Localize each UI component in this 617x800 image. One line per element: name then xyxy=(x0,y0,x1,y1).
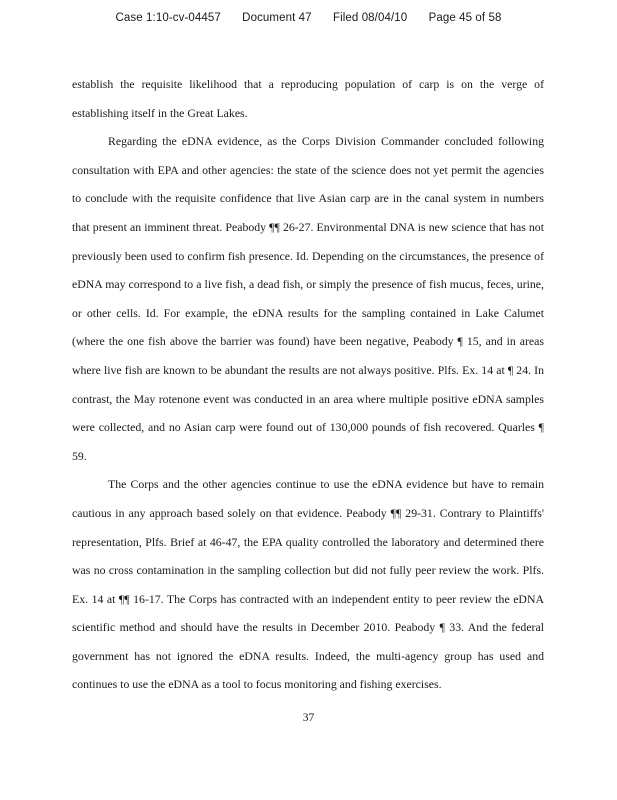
paragraph-3: The Corps and the other agencies continue to use the eDNA evidence but have to remain cautious in any approach based solely on that evidence. Peabody ¶¶ 29-31. Contrary to Plaintiffs' representation, Plfs. Brief at 46-47, the EPA quality controlled the laboratory and determined there was no cross contamination in the sampling collection but did not fully peer review the work. Plfs. Ex. 14 at ¶¶ 16-17. The Corps has contracted with an independent entity to peer review the eDNA scientific method and should have the results in December 2010. Peabody ¶ 33. And the federal government has not ignored the eDNA results. Indeed, the multi-agency group has used and continues to use the eDNA as a tool to focus monitoring and fishing exercises. xyxy=(72,477,544,692)
paragraph-1: establish the requisite likelihood that a reproducing population of carp is on the verge of establishing itself in the Great Lakes. xyxy=(72,77,544,120)
document-body xyxy=(72,70,544,699)
page-indicator: Page 45 of 58 xyxy=(428,12,502,24)
document-number: Document 47 xyxy=(242,12,312,24)
document-header xyxy=(0,12,617,24)
paragraph-2: Regarding the eDNA evidence, as the Corps Division Commander concluded following consultation with EPA and other agencies: the state of the science does not yet permit the agencies to conclude with the requisite confidence that live Asian carp are in the canal system in numbers that present an imminent threat. Peabody ¶¶ 26-27. Environmental DNA is new science that has not previously been used to confirm fish presence. Id. Depending on the circumstances, the presence of eDNA may correspond to a live fish, a dead fish, or simply the presence of fish mucus, feces, urine, or other cells. Id. For example, the eDNA results for the sampling contained in Lake Calumet (where the one fish above the barrier was found) have been negative, Peabody ¶ 15, and in areas where live fish are known to be abundant the results are not always positive. Plfs. Ex. 14 at ¶ 24. In contrast, the May rotenone event was conducted in an area where multiple positive eDNA samples were collected, and no Asian carp were found out of 130,000 pounds of fish recovered. Quarles ¶ 59. xyxy=(72,134,544,463)
case-number: Case 1:10-cv-04457 xyxy=(115,12,221,24)
page-number: 37 xyxy=(302,712,315,724)
filed-date: Filed 08/04/10 xyxy=(332,12,408,24)
